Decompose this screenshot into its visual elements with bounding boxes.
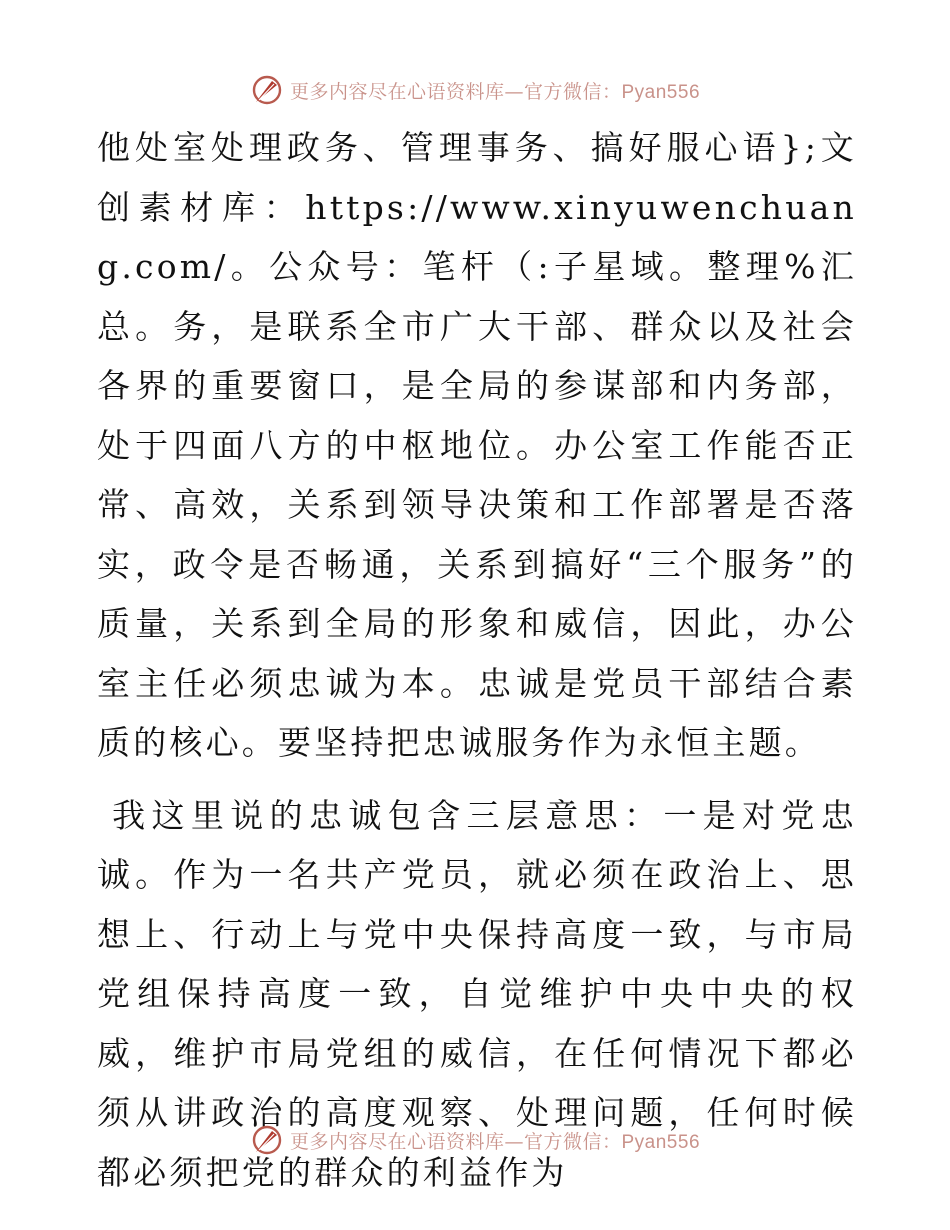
- footer-banner-wechat-id: Pyan556: [621, 1131, 701, 1153]
- header-banner: [0, 70, 950, 110]
- document-body: [97, 118, 857, 1202]
- paragraph-2-text: 我这里说的忠诚包含三层意思：一是对党忠诚。作为一名共产党员，就必须在政治上、思想上、行动上与党中央保持高度一致，与市局党组保持高度一致，自觉维护中央中央的权威，维护市局党组的威信，在任何情况下都必须从讲政治的高度观察、处理问题，任何时候都必须把党的群众的利益作为: [97, 795, 857, 1192]
- quill-logo-icon: [250, 73, 284, 107]
- header-banner-label: 更多内容尽在心语资料库—官方微信：: [289, 80, 622, 103]
- footer-banner-text: [290, 1127, 700, 1154]
- quill-logo-icon: [250, 1123, 284, 1157]
- footer-banner-label: 更多内容尽在心语资料库—官方微信：: [289, 1130, 622, 1153]
- header-banner-wechat-id: Pyan556: [621, 81, 701, 103]
- header-banner-text: [290, 77, 700, 104]
- footer-banner: [0, 1120, 950, 1160]
- paragraph-1: 他处室处理政务、管理事务、搞好服心语};文创素材库：https://www.xinyuwenchuang.com/。公众号：笔杆（:子星域。整理%汇总。务，是联系全市广大干部、群众以及社会各界的重要窗口，是全局的参谋部和内务部，处于四面八方的中枢地位。办公室工作能否正常、高效，关系到领导决策和工作部署是否落实，政令是否畅通，关系到搞好“三个服务”的质量，关系到全局的形象和威信，因此，办公室主任必须忠诚为本。忠诚是党员干部结合素质的核心。要坚持把忠诚服务作为永恒主题。: [97, 128, 857, 762]
